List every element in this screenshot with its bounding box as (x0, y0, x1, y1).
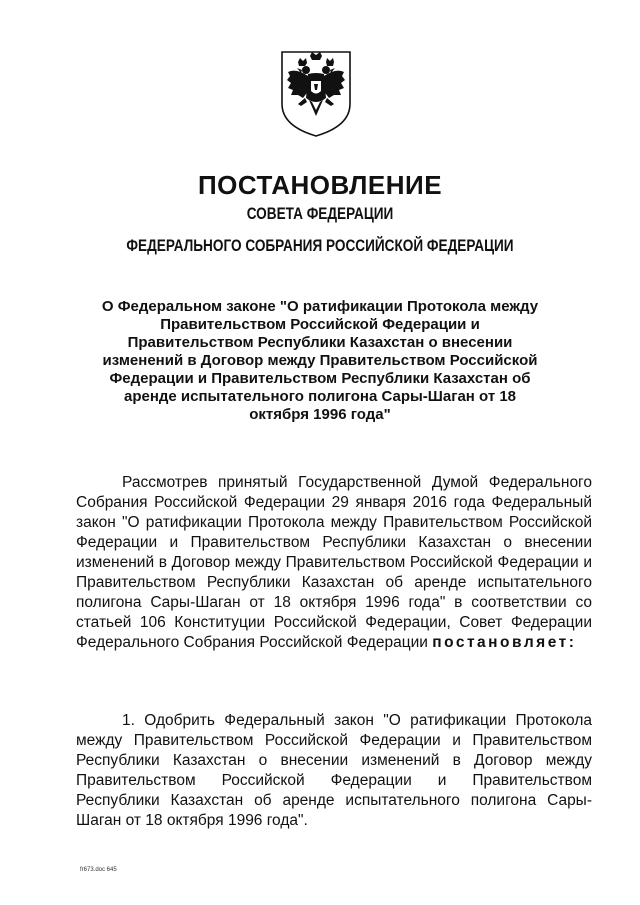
russian-coat-of-arms-icon (276, 46, 356, 138)
footer-doc-ref: fr673.doc 645 (80, 867, 117, 873)
issuer-line-1: СОВЕТА ФЕДЕРАЦИИ (246, 204, 394, 223)
document-title: ПОСТАНОВЛЕНИЕ (197, 170, 443, 200)
paragraph-item-1: 1. Одобрить Федеральный закон "О ратификации Протокола между Правительством Российской Федерации и Правительством Республики Казахстан о внесении изменений в Договор между Правительством Российской Федерации и Правительством Республики Казахстан об аренде испытательного полигона Сары-Шаган от 18 октября 1996 года". (76, 712, 592, 829)
preamble-text: Рассмотрев принятый Государственной Думой Федерального Собрания Российской Федерации 29 января 2016 года Федеральный закон "О ратификации Протокола между Правительством Российской Федерации и Правительством Республики Казахстан о внесении изменений в Договор между Правительством Российской Федерации и Правительством Республики Казахстан об аренде испытательного полигона Сары-Шаган от 18 октября 1996 года" в соответствии со статьей 106 Конституции Российской Федерации, Совет Федерации Федерального Собрания Российской Федерации (76, 474, 592, 651)
resolves-keyword: постановляет: (432, 634, 577, 651)
document-subject: О Федеральном законе "О ратификации Протокола между Правительством Российской Федерации и Правительством Республики Казахстан о внесении изменений в Договор между Правительством Российской Федерации и Правительством Республики Казахстан об аренде испытательного полигона Сары-Шаган от 18 октября 1996 года" (101, 298, 539, 423)
paragraph-preamble (76, 473, 592, 653)
issuer-line-2: ФЕДЕРАЛЬНОГО СОБРАНИЯ РОССИЙСКОЙ ФЕДЕРАЦИИ (126, 236, 514, 255)
